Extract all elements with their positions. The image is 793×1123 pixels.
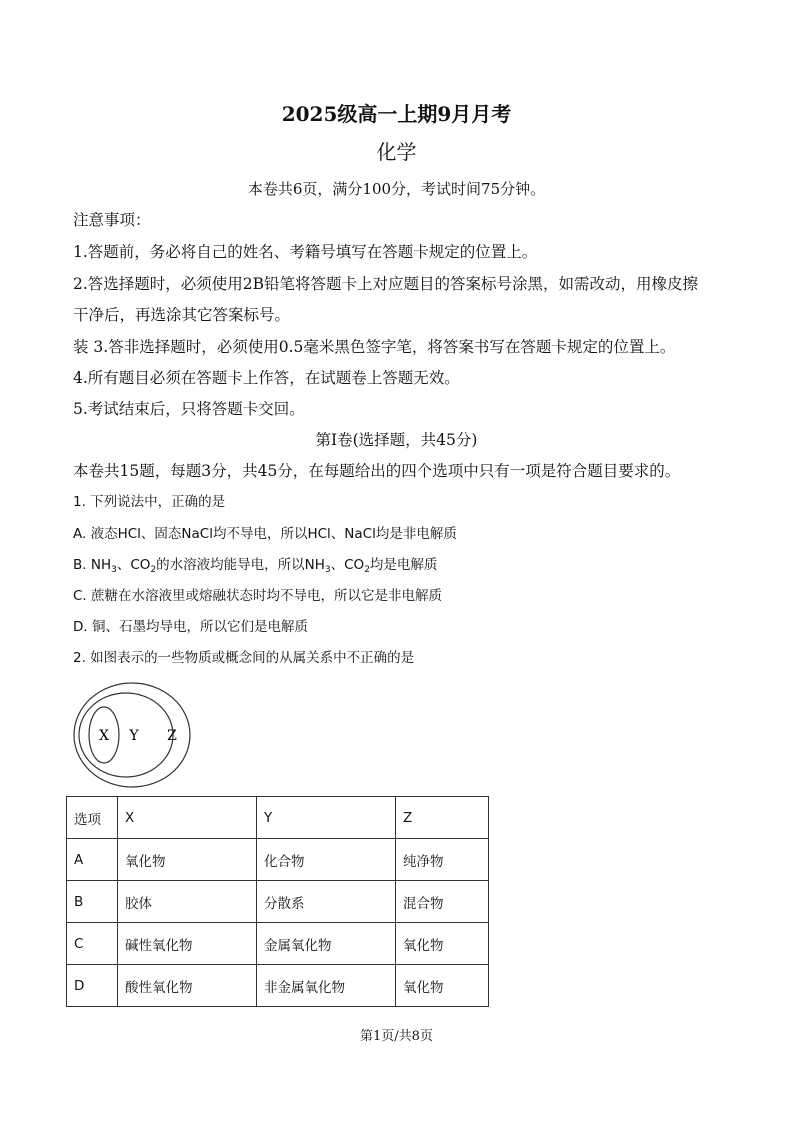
table-cell: A: [67, 839, 118, 881]
set-y-label: Y: [129, 728, 139, 744]
table-row: [67, 923, 489, 965]
table-header-cell: Z: [396, 797, 489, 839]
q1-stem: 1. 下列说法中，正确的是: [73, 494, 226, 510]
table-header-cell: Y: [257, 797, 396, 839]
note-item-3: 装 3.答非选择题时，必须使用0.5毫米黑色签字笔，将答案书写在答题卡规定的位置上。: [73, 338, 676, 356]
notes-heading: 注意事项：: [73, 211, 151, 229]
table-header-row: [67, 797, 489, 839]
exam-title: 2025级高一上期9月月考: [281, 102, 512, 126]
section-title: 第I卷(选择题，共45分): [315, 431, 478, 449]
note-item-5: 5.考试结束后，只将答题卡交回。: [73, 400, 305, 418]
q2-stem: 2. 如图表示的一些物质或概念间的从属关系中不正确的是: [73, 650, 415, 666]
table-cell: 纯净物: [396, 839, 489, 881]
q1-option-b: B. $NH_3$、$CO_2$的水溶液均能导电，所以$NH_3$、$CO_2$均是电解质: [73, 557, 438, 575]
subject-title: 化学: [376, 140, 417, 164]
section-instructions: 本卷共15题，每题3分，共45分，在每题给出的四个选项中只有一项是符合题目要求的。: [73, 462, 681, 480]
table-row: [67, 881, 489, 923]
note-item-1: 1.答题前，务必将自己的姓名、考籍号填写在答题卡规定的位置上。: [73, 243, 538, 261]
table-cell: 分散系: [257, 881, 396, 923]
table-header-cell: 选项: [67, 797, 118, 839]
table-row: [67, 965, 489, 1007]
q1-option-d: D. 铜、石墨均导电，所以它们是电解质: [73, 619, 308, 635]
set-x-label: X: [99, 728, 109, 744]
page-footer: 第1页/共8页: [360, 1029, 433, 1044]
table-cell: 氧化物: [396, 965, 489, 1007]
table-cell: 碱性氧化物: [118, 923, 257, 965]
table-cell: 化合物: [257, 839, 396, 881]
q2-options-table: [66, 796, 489, 1007]
table-row: [67, 839, 489, 881]
table-cell: D: [67, 965, 118, 1007]
q1-option-c: C. 蔗糖在水溶液里或熔融状态时均不导电，所以它是非电解质: [73, 588, 443, 604]
table-cell: 混合物: [396, 881, 489, 923]
exam-info: 本卷共6页，满分100分，考试时间75分钟。: [247, 180, 546, 198]
table-cell: B: [67, 881, 118, 923]
note-item-4: 4.所有题目必须在答题卡上作答，在试题卷上答题无效。: [73, 369, 460, 387]
table-cell: 金属氧化物: [257, 923, 396, 965]
table-cell: 胶体: [118, 881, 257, 923]
table-header-cell: X: [118, 797, 257, 839]
table-cell: 非金属氧化物: [257, 965, 396, 1007]
q1-option-a: A. 液态HCl、固态NaCl均不导电，所以HCl、NaCl均是非电解质: [73, 526, 457, 542]
table-cell: 氧化物: [118, 839, 257, 881]
set-y-circle: [79, 693, 173, 777]
note-item-2: 2.答选择题时，必须使用2B铅笔将答题卡上对应题目的答案标号涂黑，如需改动，用橡皮擦: [73, 275, 699, 293]
table-cell: C: [67, 923, 118, 965]
nested-sets-diagram: [70, 680, 200, 790]
table-cell: 酸性氧化物: [118, 965, 257, 1007]
note-item-2-cont: 干净后，再选涂其它答案标号。: [73, 306, 291, 324]
set-z-label: Z: [167, 728, 177, 744]
table-cell: 氧化物: [396, 923, 489, 965]
